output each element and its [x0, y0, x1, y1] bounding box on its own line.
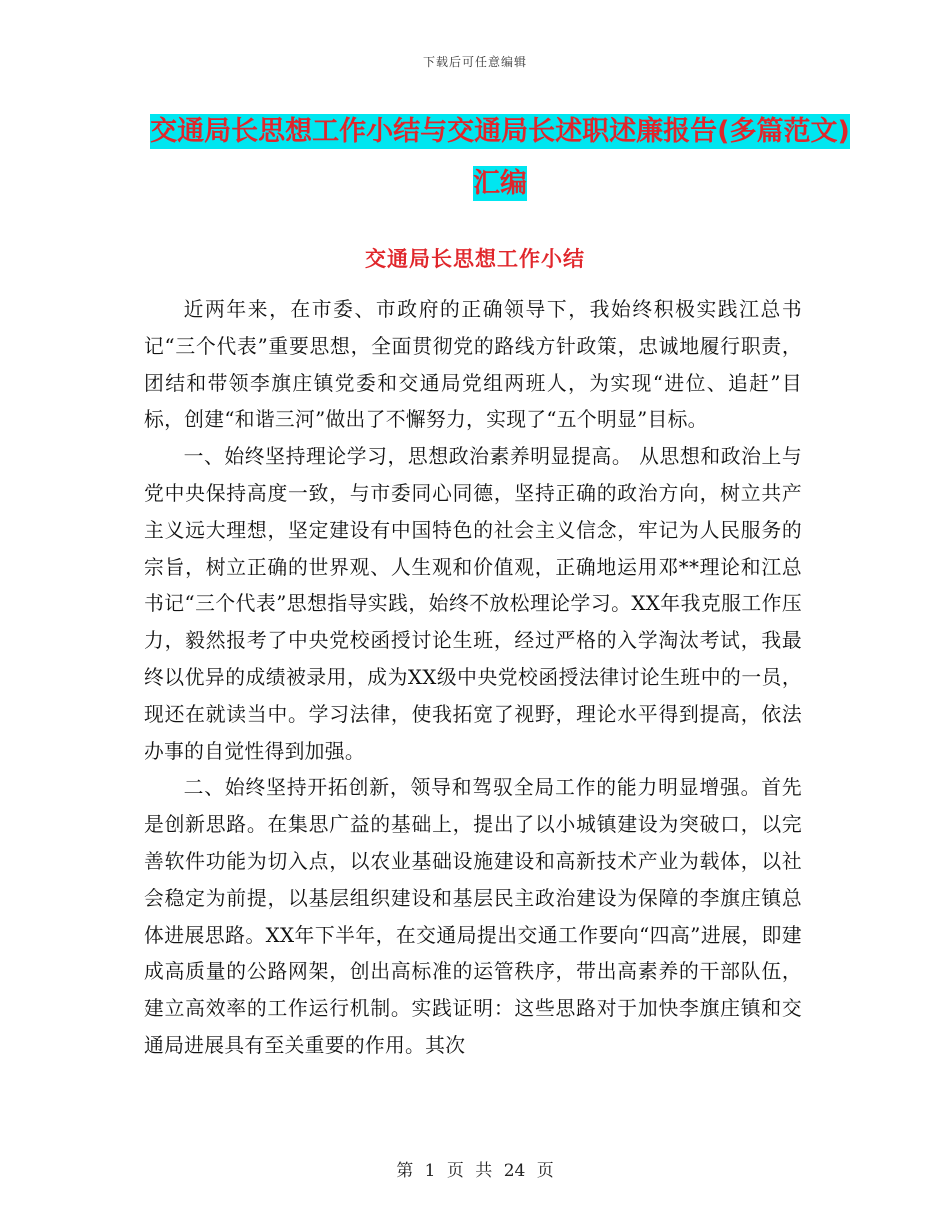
document-body — [144, 292, 802, 1065]
page-number: 第 1 页 共 24 页 — [396, 1161, 554, 1181]
header-note: 下载后可任意编辑 — [422, 55, 527, 69]
document-title — [140, 106, 860, 210]
paragraph-theory-study: 一、始终坚持理论学习，思想政治素养明显提高。 从思想和政治上与党中央保持高度一致，与市委同心同德，坚持正确的政治方向，树立共产主义远大理想，坚定建设有中国特色的社会主义信念，牢记为人民服务的宗旨，树立正确的世界观、人生观和价值观，正确地运用邓**理论和江总书记“三个代表”思想指导实践，始终不放松理论学习。XX年我克服工作压力，毅然报考了中央党校函授讨论生班，经过严格的入学淘汰考试，我最终以优异的成绩被录用，成为XX级中央党校函授法律讨论生班中的一员，现还在就读当中。学习法律，使我拓宽了视野，理论水平得到提高，依法办事的自觉性得到加强。 — [144, 445, 802, 763]
paragraph-innovation: 二、始终坚持开拓创新，领导和驾驭全局工作的能力明显增强。首先是创新思路。在集思广益的基础上，提出了以小城镇建设为突破口，以完善软件功能为切入点，以农业基础设施建设和高新技术产业为载体，以社会稳定为前提，以基层组织建设和基层民主政治建设为保障的李旗庄镇总体进展思路。XX年下半年，在交通局提出交通工作要向“四高”进展，即建成高质量的公路网架，创出高标准的运管秩序，带出高素养的干部队伍，建立高效率的工作运行机制。实践证明：这些思路对于加快李旗庄镇和交通局进展具有至关重要的作用。其次 — [144, 776, 802, 1057]
section-title: 交通局长思想工作小结 — [365, 247, 585, 271]
document-title-text: 交通局长思想工作小结与交通局长述职述廉报告(多篇范文)汇编 — [150, 116, 850, 199]
paragraph-intro: 近两年来，在市委、市政府的正确领导下，我始终积极实践江总书记“三个代表”重要思想，全面贯彻党的路线方针政策，忠诚地履行职责，团结和带领李旗庄镇党委和交通局党组两班人，为实现“进位、追赶”目标，创建“和谐三河”做出了不懈努力，实现了“五个明显”目标。 — [144, 298, 802, 432]
